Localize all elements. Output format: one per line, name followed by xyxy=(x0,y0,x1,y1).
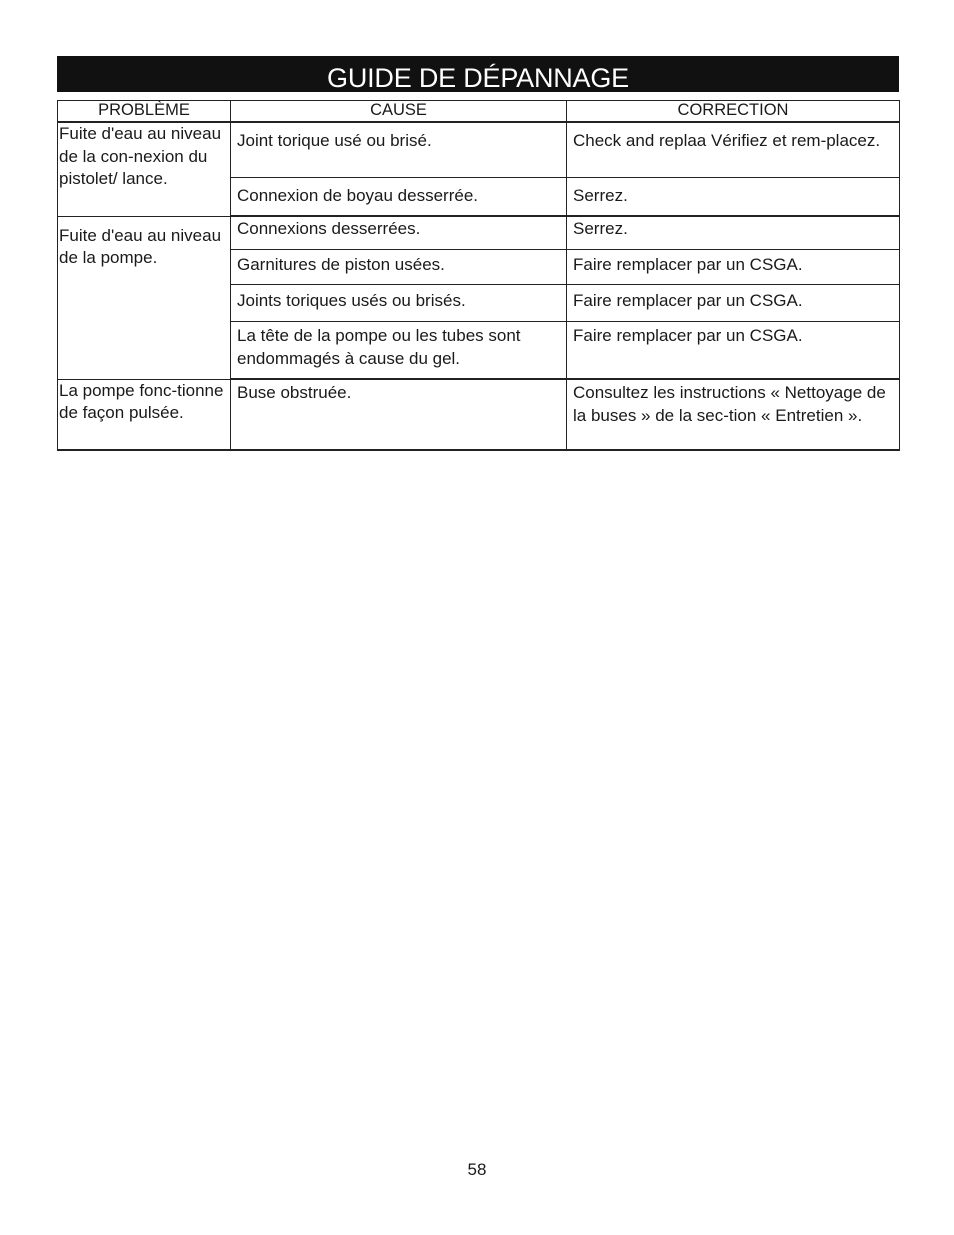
correction-cell: Consultez les instructions « Nettoyage de la buses » de la sec-tion « Entretien ». xyxy=(567,379,900,450)
correction-cell: Faire remplacer par un CSGA. xyxy=(567,322,900,380)
page-title: GUIDE DE DÉPANNAGE xyxy=(327,63,629,92)
problem-cell: La pompe fonc-tionne de façon pulsée. xyxy=(58,379,231,450)
cause-cell: Joint torique usé ou brisé. xyxy=(231,122,567,177)
page-title-bar xyxy=(57,56,899,92)
troubleshooting-table xyxy=(57,100,900,451)
header-problem: PROBLÈME xyxy=(58,101,231,123)
table-row xyxy=(58,379,900,450)
table-row xyxy=(58,216,900,249)
correction-cell: Serrez. xyxy=(567,216,900,249)
cause-cell: Garnitures de piston usées. xyxy=(231,249,567,285)
correction-cell: Faire remplacer par un CSGA. xyxy=(567,249,900,285)
page-number: 58 xyxy=(467,1160,487,1179)
header-correction: CORRECTION xyxy=(567,101,900,123)
header-cause: CAUSE xyxy=(231,101,567,123)
cause-cell: Connexion de boyau desserrée. xyxy=(231,177,567,216)
correction-cell: Check and replaa Vérifiez et rem-placez. xyxy=(567,122,900,177)
cause-cell: La tête de la pompe ou les tubes sont endommagés à cause du gel. xyxy=(231,322,567,380)
table-header-row xyxy=(58,101,900,123)
correction-cell: Faire remplacer par un CSGA. xyxy=(567,285,900,322)
table-row xyxy=(58,122,900,177)
problem-cell: Fuite d'eau au niveau de la con-nexion du pistolet/ lance. xyxy=(58,122,231,216)
problem-cell: Fuite d'eau au niveau de la pompe. xyxy=(58,216,231,379)
cause-cell: Joints toriques usés ou brisés. xyxy=(231,285,567,322)
cause-cell: Connexions desserrées. xyxy=(231,216,567,249)
cause-cell: Buse obstruée. xyxy=(231,379,567,450)
correction-cell: Serrez. xyxy=(567,177,900,216)
